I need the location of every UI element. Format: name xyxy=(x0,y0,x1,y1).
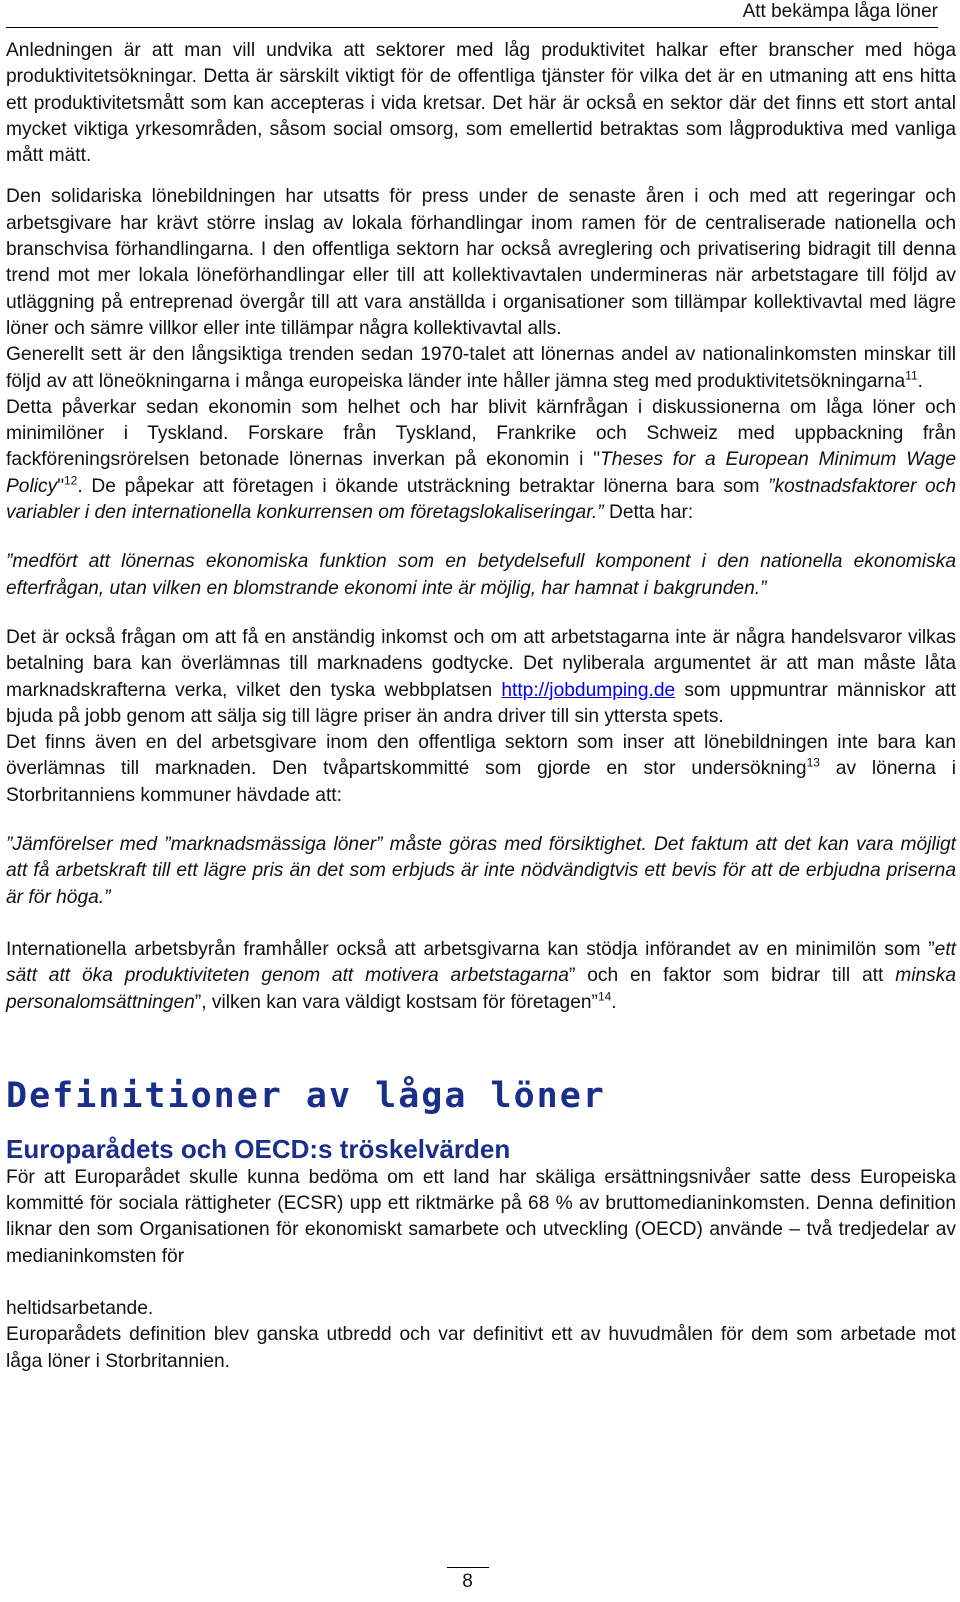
paragraph-3-end: . xyxy=(917,370,923,392)
paragraph-4-text-a: Detta påverkar sedan ekonomin som helhet och har blivit kärnfrågan i diskussionerna om låga löner och minimilöner i Tyskland. Forskare från Tyskland, Frankrike och Schweiz med uppbackning från fackföreningsrörelsen betonade lönernas inverkan på ekonomin i " xyxy=(6,396,956,471)
paragraph-4-italic: ”kostnadsfaktorer och variabler i den internationella konkurrensen om företagslokaliseringar.” xyxy=(6,475,956,524)
cited-title: Theses for a European Minimum Wage Policy xyxy=(6,449,957,497)
paragraph-5-text-b: som uppmuntrar människor att bjuda på jobb genom att sälja sig till lägre priser än andra driver till sin yttersta spets. xyxy=(6,679,956,727)
paragraph-7 xyxy=(6,937,956,1016)
paragraph-5 xyxy=(6,625,956,730)
paragraph-8: För att Europarådet skulle kunna bedöma om ett land har skäliga ersättningsnivåer satte dess Europeiska kommitté för sociala rättigheter (ECSR) upp ett riktmärke på 68 % av bruttomedianinkomsten. Denna definition liknar den som Organisationen för ekonomiskt samarbete och utveckling (OECD) använde – två tredjedelar av medianinkomsten för xyxy=(6,1166,956,1267)
paragraph-4 xyxy=(6,395,956,526)
paragraph-1: Anledningen är att man vill undvika att sektorer med låg produktivitet halkar efter branscher med höga produktivitetsökningar. Detta är särskilt viktigt för de offentliga tjänster för vilka det är en utmaning att ens hitta ett produktivitetsmått som kan accepteras i vida kretsar. Det här är också en sektor där det finns ett stort antal mycket viktiga yrkesområden, såsom social omsorg, som emellertid betraktas som lågproduktiva med vanliga mått mätt. xyxy=(6,40,956,167)
paragraph-4-text-b: " xyxy=(57,475,64,497)
footnote-ref-14[interactable]: 14 xyxy=(597,989,612,1004)
subsection-heading: Europarådets och OECD:s tröskelvärden xyxy=(6,1133,511,1164)
paragraph-3-text: Generellt sett är den långsiktiga trenden sedan 1970-talet att lönernas andel av nationalinkomsten minskar till följd av att löneökningarna i många europeiska länder inte håller jämna steg med produktivitetsökningarna xyxy=(6,344,956,392)
paragraph-2: Den solidariska lönebildningen har utsatts för press under de senaste åren i och med att regeringar och arbetsgivare har krävt större inslag av lokala förhandlingar inom ramen för de centraliserade nationella och branschvisa förhandlingarna. I den offentliga sektorn har också avreglering och privatisering bidragit till denna trend mot mer lokala löneförhandlingar eller till att kollektivavtalen undermineras när arbetstagare till följd av utläggning på entreprenad övergår till att vara anställda i organisationer som tillämpar kollektivavtal med lägre löner och sämre villkor eller inte tillämpar några kollektivavtal alls. xyxy=(6,186,956,339)
page-number: 8 xyxy=(462,1571,473,1592)
paragraph-8-continued: heltidsarbetande. xyxy=(6,1297,154,1319)
footnote-ref-13[interactable]: 13 xyxy=(806,756,820,771)
jobdumping-link[interactable]: http://jobdumping.de xyxy=(501,679,676,701)
paragraph-7-italic-2: minska personalomsättningen xyxy=(6,965,956,1013)
paragraph-7-text-b: ” och en faktor som bidrar till att xyxy=(568,965,896,987)
document-body xyxy=(6,38,956,1375)
paragraph-4-text-d: Detta har: xyxy=(603,502,694,524)
footer-rule xyxy=(447,1567,489,1568)
block-quote-2: ”Jämförelser med ”marknadsmässiga löner” måste göras med försiktighet. Det faktum att det kan vara möjligt att få arbetskraft till ett lägre pris än det som erbjuds är inte nödvändigtvis ett bevis för att de erbjudna priserna är för höga.” xyxy=(6,834,956,908)
paragraph-9: Europarådets definition blev ganska utbredd och var definitivt ett av huvudmålen för dem som arbetade mot låga löner i Storbritannien. xyxy=(6,1324,956,1372)
running-head-text: Att bekämpa låga löner xyxy=(742,1,938,22)
footnote-ref-11[interactable]: 11 xyxy=(905,368,918,383)
paragraph-4-text-c: . De påpekar att företagen i ökande utsträckning betraktar lönerna bara som xyxy=(77,475,769,497)
footnote-ref-12[interactable]: 12 xyxy=(64,473,78,488)
paragraph-7-italic-1: ett sätt att öka produktiviteten genom att motivera arbetstagarna xyxy=(6,938,956,987)
paragraph-6 xyxy=(6,730,956,809)
paragraph-7-text-a: Internationella arbetsbyrån framhåller också att arbetsgivarna kan stödja införandet av en minimilön som ” xyxy=(6,938,935,960)
section-heading: Definitioner av låga löner xyxy=(6,1075,606,1116)
paragraph-7-text-c: ”, vilken kan vara väldigt kostsam för företagen” xyxy=(194,991,598,1013)
block-quote-1: ”medfört att lönernas ekonomiska funktion som en betydelsefull komponent i den nationella ekonomiska efterfrågan, utan vilken en blomstrande ekonomi inte är möjlig, har hamnat i bakgrunden.” xyxy=(6,551,956,599)
paragraph-6-text-b: av lönerna i Storbritanniens kommuner hävdade att: xyxy=(6,758,956,806)
paragraph-5-text-a: Det är också frågan om att få en anständig inkomst och om att arbetstagarna inte är några handelsvaror vilkas betalning bara kan överlämnas till marknadens godtycke. Det nyliberala argumentet är att man måste låta marknadskrafterna verka, vilket den tyska webbplatsen xyxy=(6,626,956,701)
paragraph-3 xyxy=(6,342,956,395)
paragraph-7-text-d: . xyxy=(611,991,617,1013)
paragraph-6-text-a: Det finns även en del arbetsgivare inom den offentliga sektorn som inser att lönebildningen inte bara kan överlämnas till marknaden. Den tvåpartskommitté som gjorde en stor undersökning xyxy=(6,732,956,780)
running-head xyxy=(6,0,938,28)
